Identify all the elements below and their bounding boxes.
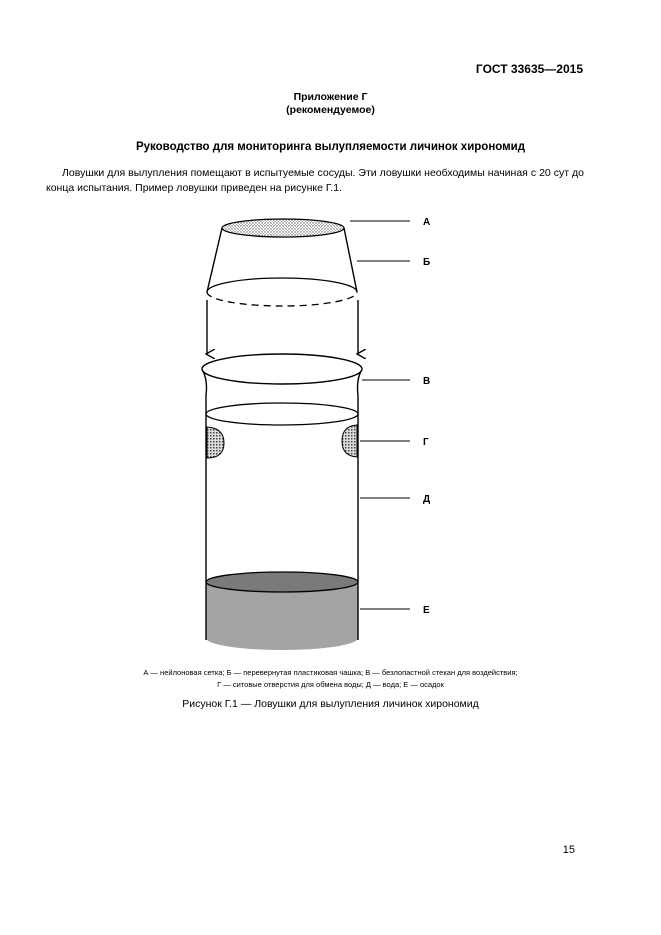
water-surface <box>206 403 358 425</box>
document-standard-number: ГОСТ 33635—2015 <box>475 62 583 76</box>
figure-caption: Рисунок Г.1 — Ловушки для вылупления личинок хирономид <box>182 698 479 710</box>
appendix-title: Приложение Г <box>293 91 368 103</box>
section-title: Руководство для мониторинга вылупляемости личинок хирономид <box>135 141 526 153</box>
figure-legend-line-1: А — нейлоновая сетка; Б — перевернутая пластиковая чашка; В — безлопастной стекан для воздействия; <box>143 668 518 677</box>
emergence-trap-figure <box>0 210 661 660</box>
sieve-hole-left <box>207 427 224 458</box>
figure-legend-line-2: Г — ситовые отверстия для обмена воды; Д — вода; Е — осадок <box>217 680 444 689</box>
label-a: А <box>423 217 431 228</box>
beaker <box>202 354 362 650</box>
appendix-subtitle: (рекомендуемое) <box>286 104 375 116</box>
nylon-mesh <box>222 219 344 237</box>
label-g: Г <box>423 437 429 448</box>
sieve-hole-right <box>342 425 357 457</box>
label-e: Е <box>423 605 430 616</box>
body-paragraph: Ловушки для вылупления помещают в испытуемые сосуды. Эти ловушки необходимы начиная с 20 сут до конца испытания. Пример ловушки приведен на рисунке Г.1. <box>46 167 584 194</box>
label-d: Д <box>423 494 431 505</box>
page-number: 15 <box>562 844 575 856</box>
inverted-cup <box>207 228 357 306</box>
label-v: В <box>423 376 431 387</box>
label-b: Б <box>423 257 431 268</box>
